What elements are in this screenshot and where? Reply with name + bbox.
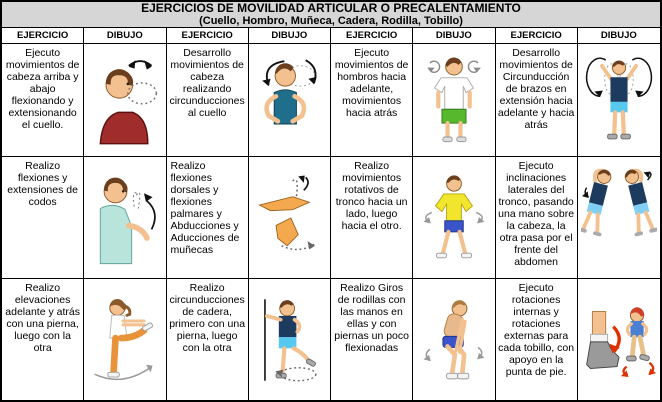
knee-circles-drawing [417, 290, 491, 390]
exercise-text: Ejecuto movimientos de hombros hacia adelante, movimientos hacia atrás [331, 44, 413, 157]
leg-swing-drawing [87, 290, 163, 390]
trunk-rotation-drawing [417, 168, 491, 268]
exercise-text: Ejecuto rotaciones internas y rotaciones externas para cada tobillo, con apoyo en la punta de pie. [496, 279, 578, 400]
exercise-text: Ejecuto movimientos de cabeza arriba y abajo flexionando y extensionando el cuello. [2, 44, 84, 157]
elbow-flexion-extension-drawing [87, 168, 163, 268]
exercise-text: Ejecuto inclinaciones laterales del tronco, pasando una mano sobre la cabeza, la otra pasa por el frente del abdomen [496, 157, 578, 279]
column-header: EJERCICIO [496, 28, 578, 44]
column-header: DIBUJO [249, 28, 331, 44]
exercise-text: Realizo elevaciones adelante y atrás con una pierna, luego con la otra [2, 279, 84, 400]
exercise-text: Desarrollo movimientos de Circunducción de brazos en extensión hacia adelante y hacia atrás [496, 44, 578, 157]
exercise-text: Realizo circunducciones de cadera, primero con una pierna, luego con la otra [167, 279, 249, 400]
column-header: DIBUJO [84, 28, 166, 44]
exercise-text: Realizo flexiones dorsales y flexiones palmares y Abducciones y Aducciones de muñecas [167, 157, 249, 279]
hip-circumduction-drawing [252, 290, 326, 390]
neck-circumduction-drawing [252, 53, 326, 147]
column-header: EJERCICIO [167, 28, 249, 44]
ankle-rotation-drawing [581, 290, 657, 390]
table-title-block [2, 2, 660, 28]
page-subtitle: (Cuello, Hombro, Muñeca, Cadera, Rodilla, Tobillo) [199, 15, 463, 27]
exercise-text: Desarrollo movimientos de cabeza realizando circunducciones al cuello [167, 44, 249, 157]
shoulder-forward-backward-drawing [417, 52, 491, 148]
table-row [2, 44, 660, 157]
wrist-movements-drawing [252, 170, 326, 266]
column-header: DIBUJO [578, 28, 660, 44]
page-title: EJERCICIOS DE MOVILIDAD ARTICULAR O PRECALENTAMIENTO [141, 1, 521, 15]
exercise-text: Realizo flexiones y extensiones de codos [2, 157, 84, 279]
exercise-text: Realizo movimientos rotativos de tronco hacia un lado, luego hacia el otro. [331, 157, 413, 279]
column-header: EJERCICIO [2, 28, 84, 44]
trunk-lateral-bend-drawing [581, 168, 657, 268]
column-header-row [2, 28, 660, 44]
neck-flexion-extension-drawing [87, 52, 163, 148]
column-header: EJERCICIO [331, 28, 413, 44]
exercise-text: Realizo Giros de rodillas con las manos en ellas y con piernas un poco flexionadas [331, 279, 413, 400]
arm-circumduction-drawing [581, 51, 657, 149]
table-row [2, 157, 660, 279]
column-header: DIBUJO [413, 28, 495, 44]
table-row [2, 279, 660, 400]
